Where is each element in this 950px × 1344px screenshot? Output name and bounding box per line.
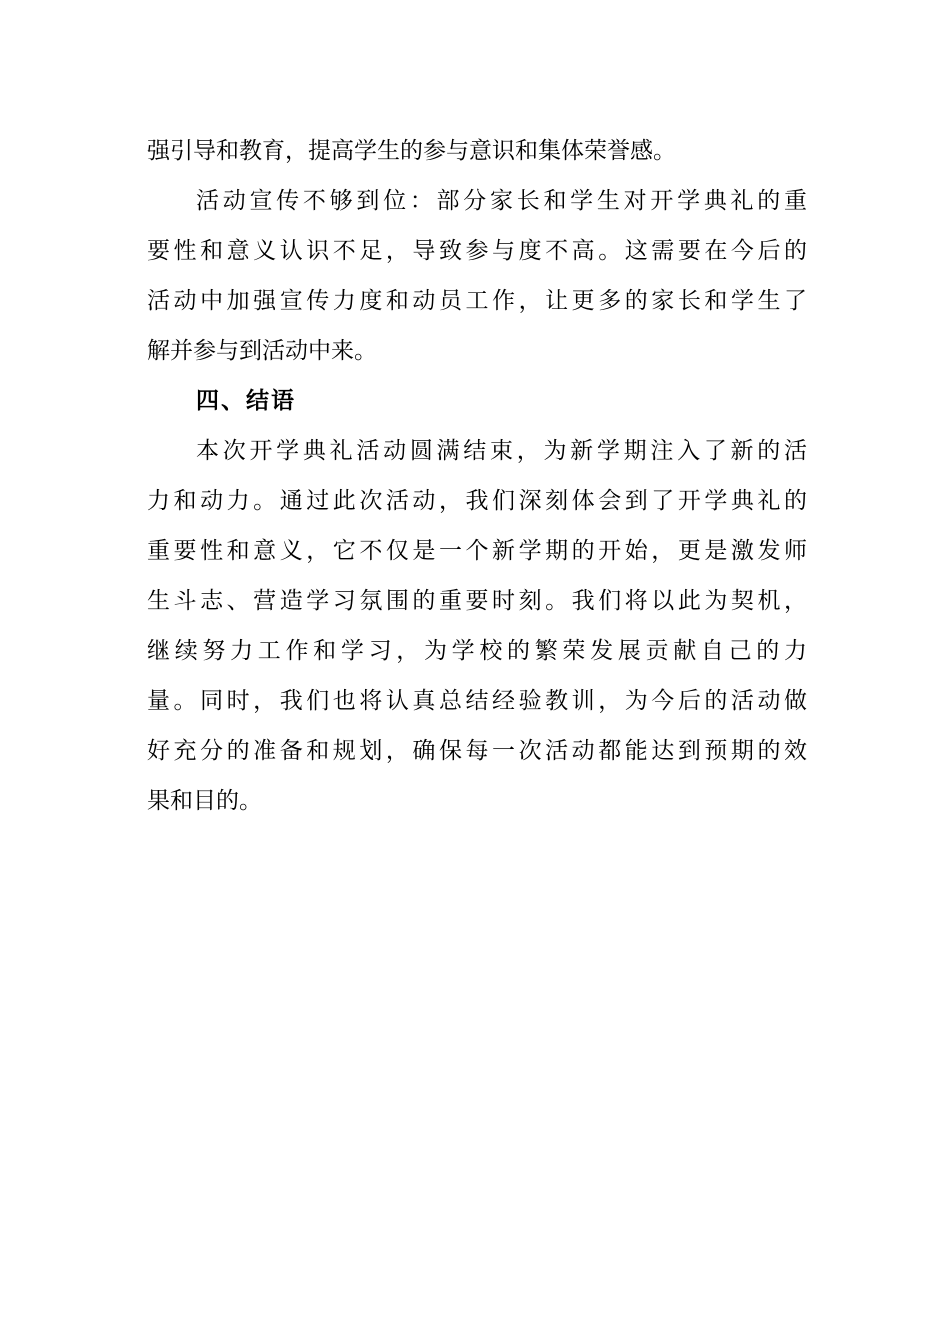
paragraph-line: 强引导和教育，提高学生的参与意识和集体荣誉感。	[147, 138, 676, 164]
section-heading: 四、结语	[196, 388, 296, 414]
paragraph-line: 好充分的准备和规划，确保每一次活动都能达到预期的效	[147, 738, 807, 764]
paragraph-line: 活动中加强宣传力度和动员工作，让更多的家长和学生了	[147, 288, 807, 314]
paragraph-line: 生斗志、营造学习氛围的重要时刻。我们将以此为契机，	[147, 588, 807, 614]
paragraph-line: 活动宣传不够到位：部分家长和学生对开学典礼的重	[196, 188, 807, 214]
paragraph-line: 要性和意义认识不足，导致参与度不高。这需要在今后的	[147, 238, 807, 264]
paragraph-line: 重要性和意义，它不仅是一个新学期的开始，更是激发师	[147, 538, 807, 564]
paragraph-line: 解并参与到活动中来。	[147, 338, 377, 364]
paragraph-line: 量。同时，我们也将认真总结经验教训，为今后的活动做	[147, 688, 807, 714]
paragraph-line: 本次开学典礼活动圆满结束，为新学期注入了新的活	[196, 438, 807, 464]
paragraph-line: 果和目的。	[147, 788, 262, 814]
paragraph-line: 力和动力。通过此次活动，我们深刻体会到了开学典礼的	[147, 488, 807, 514]
paragraph-line: 继续努力工作和学习，为学校的繁荣发展贡献自己的力	[147, 638, 807, 664]
